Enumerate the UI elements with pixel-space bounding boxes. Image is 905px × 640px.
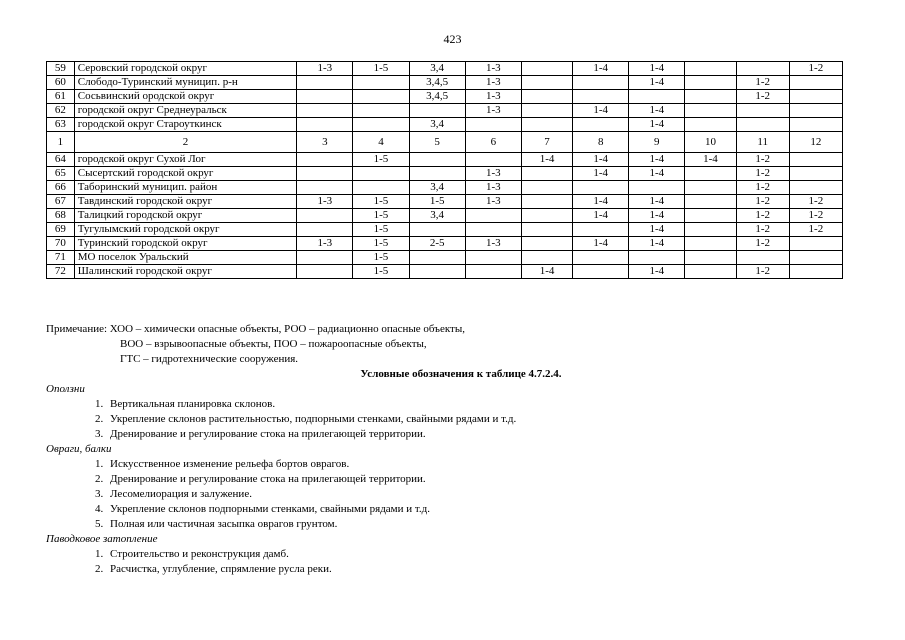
measure-cell: 1-2 bbox=[736, 167, 789, 181]
measure-cell: 1-4 bbox=[629, 265, 685, 279]
legend-item: 2. Дренирование и регулирование стока на прилегающей территории. bbox=[106, 472, 866, 487]
measure-cell bbox=[736, 104, 789, 118]
measure-cell: 1-5 bbox=[353, 195, 409, 209]
measure-cell bbox=[573, 251, 629, 265]
measure-cell: 1-2 bbox=[736, 181, 789, 195]
measure-cell: 1-4 bbox=[521, 265, 572, 279]
district-name-cell: Талицкий городской округ bbox=[74, 209, 297, 223]
measure-cell: 1-4 bbox=[685, 153, 736, 167]
measure-cell: 1-3 bbox=[465, 167, 521, 181]
measure-cell bbox=[629, 181, 685, 195]
legend-category-title: Овраги, балки bbox=[46, 443, 112, 455]
measure-cell bbox=[297, 223, 353, 237]
note-line-2: ВОО – взрывоопасные объекты, ПОО – пожароопасные объекты, bbox=[120, 338, 427, 350]
measure-cell bbox=[573, 76, 629, 90]
measure-cell bbox=[521, 181, 572, 195]
page-number: 423 bbox=[443, 32, 462, 46]
measure-cell: 1-4 bbox=[573, 62, 629, 76]
table-row bbox=[47, 237, 843, 251]
row-number-cell: 63 bbox=[47, 118, 75, 132]
measure-cell bbox=[353, 104, 409, 118]
measure-cell: 1-4 bbox=[629, 237, 685, 251]
measure-cell: 1-2 bbox=[736, 237, 789, 251]
measure-cell bbox=[409, 265, 465, 279]
measure-cell bbox=[521, 90, 572, 104]
measure-cell bbox=[789, 153, 842, 167]
measure-cell bbox=[736, 251, 789, 265]
measure-cell bbox=[353, 76, 409, 90]
measure-cell: 1-5 bbox=[353, 237, 409, 251]
measure-cell bbox=[573, 223, 629, 237]
note-line-1: Примечание: ХОО – химически опасные объекты, РОО – радиационно опасные объекты, bbox=[46, 323, 465, 335]
legend-category-title: Оползни bbox=[46, 383, 85, 395]
measure-cell bbox=[521, 62, 572, 76]
measure-cell: 1-2 bbox=[736, 195, 789, 209]
column-number-cell: 1 bbox=[47, 132, 75, 153]
legend-item-list bbox=[46, 457, 866, 532]
column-number-cell: 5 bbox=[409, 132, 465, 153]
measure-cell bbox=[297, 90, 353, 104]
measure-cell: 1-4 bbox=[629, 62, 685, 76]
measure-cell bbox=[789, 251, 842, 265]
column-number-cell: 6 bbox=[465, 132, 521, 153]
measure-cell bbox=[521, 76, 572, 90]
legend-item-list bbox=[46, 397, 866, 442]
measure-cell: 1-3 bbox=[465, 181, 521, 195]
legend-item: 1. Строительство и реконструкция дамб. bbox=[106, 547, 866, 562]
measure-cell: 1-5 bbox=[353, 223, 409, 237]
measure-cell: 1-3 bbox=[465, 90, 521, 104]
district-name-cell: городской округ Староуткинск bbox=[74, 118, 297, 132]
measure-cell bbox=[521, 118, 572, 132]
measure-cell bbox=[789, 181, 842, 195]
column-number-cell: 10 bbox=[685, 132, 736, 153]
row-number-cell: 72 bbox=[47, 265, 75, 279]
measure-cell: 2-5 bbox=[409, 237, 465, 251]
measure-cell: 1-4 bbox=[573, 195, 629, 209]
measure-cell: 1-2 bbox=[736, 76, 789, 90]
measure-cell bbox=[573, 118, 629, 132]
district-name-cell: Тавдинский городской округ bbox=[74, 195, 297, 209]
measure-cell: 3,4 bbox=[409, 181, 465, 195]
table-row bbox=[47, 265, 843, 279]
measure-cell bbox=[685, 118, 736, 132]
measure-cell bbox=[353, 118, 409, 132]
measure-cell bbox=[521, 223, 572, 237]
table-row bbox=[47, 76, 843, 90]
measure-cell bbox=[297, 209, 353, 223]
table-row bbox=[47, 153, 843, 167]
measure-cell: 1-4 bbox=[629, 209, 685, 223]
measure-cell bbox=[789, 265, 842, 279]
measure-cell: 1-2 bbox=[736, 153, 789, 167]
row-number-cell: 64 bbox=[47, 153, 75, 167]
row-number-cell: 65 bbox=[47, 167, 75, 181]
row-number-cell: 62 bbox=[47, 104, 75, 118]
measure-cell bbox=[685, 62, 736, 76]
measure-cell bbox=[521, 237, 572, 251]
measure-cell bbox=[297, 167, 353, 181]
district-name-cell: Тугулымский городской округ bbox=[74, 223, 297, 237]
measure-cell: 1-2 bbox=[736, 265, 789, 279]
measure-cell bbox=[409, 223, 465, 237]
legend-item: 2. Расчистка, углубление, спрямление русла реки. bbox=[106, 562, 866, 577]
measure-cell: 3,4,5 bbox=[409, 90, 465, 104]
column-number-cell: 4 bbox=[353, 132, 409, 153]
measure-cell: 1-3 bbox=[465, 195, 521, 209]
measure-cell: 1-4 bbox=[573, 167, 629, 181]
measures-table bbox=[46, 61, 843, 279]
measure-cell: 1-5 bbox=[409, 195, 465, 209]
measure-cell: 1-2 bbox=[789, 223, 842, 237]
district-name-cell: Сысертский городской округ bbox=[74, 167, 297, 181]
table-row bbox=[47, 167, 843, 181]
measure-cell bbox=[685, 167, 736, 181]
column-number-cell: 8 bbox=[573, 132, 629, 153]
table-row bbox=[47, 181, 843, 195]
table-row bbox=[47, 62, 843, 76]
measure-cell bbox=[465, 251, 521, 265]
measure-cell bbox=[736, 62, 789, 76]
measure-cell bbox=[685, 181, 736, 195]
measure-cell bbox=[409, 167, 465, 181]
measure-cell bbox=[685, 76, 736, 90]
measure-cell: 1-3 bbox=[297, 195, 353, 209]
measure-cell: 1-2 bbox=[789, 209, 842, 223]
table-row bbox=[47, 104, 843, 118]
measure-cell bbox=[353, 181, 409, 195]
measure-cell bbox=[685, 223, 736, 237]
measure-cell: 1-3 bbox=[297, 237, 353, 251]
table-row bbox=[47, 90, 843, 104]
measure-cell bbox=[685, 251, 736, 265]
measure-cell bbox=[521, 195, 572, 209]
measure-cell bbox=[521, 104, 572, 118]
column-number-cell: 2 bbox=[74, 132, 297, 153]
measure-cell: 1-2 bbox=[789, 195, 842, 209]
measure-cell: 3,4,5 bbox=[409, 76, 465, 90]
measure-cell: 1-4 bbox=[573, 237, 629, 251]
measure-cell: 1-3 bbox=[465, 62, 521, 76]
measure-cell bbox=[465, 153, 521, 167]
measure-cell bbox=[521, 251, 572, 265]
measure-cell: 1-2 bbox=[736, 223, 789, 237]
measure-cell: 1-3 bbox=[297, 62, 353, 76]
measure-cell bbox=[789, 237, 842, 251]
measure-cell bbox=[353, 90, 409, 104]
measure-cell bbox=[297, 153, 353, 167]
district-name-cell: Таборинский муницип. район bbox=[74, 181, 297, 195]
table-row bbox=[47, 209, 843, 223]
measure-cell bbox=[789, 167, 842, 181]
measure-cell: 1-5 bbox=[353, 265, 409, 279]
table-row bbox=[47, 118, 843, 132]
district-name-cell: Шалинский городской округ bbox=[74, 265, 297, 279]
row-number-cell: 59 bbox=[47, 62, 75, 76]
measure-cell: 1-4 bbox=[629, 223, 685, 237]
district-name-cell: городской округ Среднеуральск bbox=[74, 104, 297, 118]
legend-item: 4. Укрепление склонов подпорными стенками, свайными рядами и т.д. bbox=[106, 502, 866, 517]
measure-cell: 1-4 bbox=[629, 153, 685, 167]
legend-item: 1. Вертикальная планировка склонов. bbox=[106, 397, 866, 412]
measure-cell: 1-4 bbox=[629, 118, 685, 132]
measure-cell bbox=[629, 90, 685, 104]
measure-cell: 3,4 bbox=[409, 209, 465, 223]
row-number-cell: 68 bbox=[47, 209, 75, 223]
measure-cell bbox=[789, 118, 842, 132]
measure-cell bbox=[521, 209, 572, 223]
measure-cell: 1-4 bbox=[521, 153, 572, 167]
measure-cell: 1-5 bbox=[353, 153, 409, 167]
measure-cell bbox=[297, 76, 353, 90]
measure-cell bbox=[297, 251, 353, 265]
legend-categories bbox=[46, 382, 866, 577]
measure-cell: 1-3 bbox=[465, 76, 521, 90]
measure-cell: 1-5 bbox=[353, 251, 409, 265]
table-row bbox=[47, 251, 843, 265]
legend-item: 5. Полная или частичная засыпка оврагов грунтом. bbox=[106, 517, 866, 532]
legend-category-title: Паводковое затопление bbox=[46, 533, 158, 545]
legend-item: 2. Укрепление склонов растительностью, подпорными стенками, свайными рядами и т.д. bbox=[106, 412, 866, 427]
measure-cell bbox=[685, 104, 736, 118]
measure-cell: 1-5 bbox=[353, 209, 409, 223]
district-name-cell: Сосьвинский ородской округ bbox=[74, 90, 297, 104]
measure-cell: 1-4 bbox=[629, 76, 685, 90]
column-number-cell: 3 bbox=[297, 132, 353, 153]
row-number-cell: 61 bbox=[47, 90, 75, 104]
measure-cell bbox=[789, 90, 842, 104]
measure-cell: 1-4 bbox=[629, 104, 685, 118]
measure-cell: 1-4 bbox=[629, 167, 685, 181]
measure-cell: 3,4 bbox=[409, 118, 465, 132]
measure-cell bbox=[465, 209, 521, 223]
row-number-cell: 66 bbox=[47, 181, 75, 195]
measure-cell bbox=[789, 104, 842, 118]
measure-cell bbox=[297, 118, 353, 132]
notes-section bbox=[46, 322, 866, 577]
measure-cell: 3,4 bbox=[409, 62, 465, 76]
measure-cell bbox=[685, 237, 736, 251]
district-name-cell: Слободо-Туринский муницип. р-н bbox=[74, 76, 297, 90]
measure-cell: 1-2 bbox=[736, 90, 789, 104]
measure-cell bbox=[789, 76, 842, 90]
district-name-cell: Серовский городской округ bbox=[74, 62, 297, 76]
district-name-cell: городской округ Сухой Лог bbox=[74, 153, 297, 167]
measure-cell bbox=[297, 181, 353, 195]
legend-item: 1. Искусственное изменение рельефа бортов оврагов. bbox=[106, 457, 866, 472]
measure-cell bbox=[573, 90, 629, 104]
measure-cell bbox=[685, 90, 736, 104]
measure-cell: 1-2 bbox=[736, 209, 789, 223]
row-number-cell: 60 bbox=[47, 76, 75, 90]
district-name-cell: МО поселок Уральский bbox=[74, 251, 297, 265]
measure-cell: 1-4 bbox=[573, 209, 629, 223]
legend-item: 3. Лесомелиорация и залужение. bbox=[106, 487, 866, 502]
measure-cell bbox=[465, 265, 521, 279]
measure-cell: 1-4 bbox=[573, 104, 629, 118]
measure-cell bbox=[736, 118, 789, 132]
measure-cell: 1-5 bbox=[353, 62, 409, 76]
measure-cell: 1-3 bbox=[465, 237, 521, 251]
legend-title: Условные обозначения к таблице 4.7.2.4. bbox=[360, 368, 562, 380]
legend-item: 3. Дренирование и регулирование стока на прилегающей территории. bbox=[106, 427, 866, 442]
district-name-cell: Туринский городской округ bbox=[74, 237, 297, 251]
row-number-cell: 69 bbox=[47, 223, 75, 237]
measure-cell: 1-4 bbox=[573, 153, 629, 167]
measure-cell bbox=[409, 251, 465, 265]
measure-cell bbox=[297, 265, 353, 279]
measure-cell bbox=[353, 167, 409, 181]
table-row bbox=[47, 195, 843, 209]
measure-cell bbox=[685, 265, 736, 279]
column-number-row bbox=[47, 132, 843, 153]
table-row bbox=[47, 223, 843, 237]
row-number-cell: 71 bbox=[47, 251, 75, 265]
measure-cell bbox=[685, 195, 736, 209]
measure-cell: 1-4 bbox=[629, 195, 685, 209]
measure-cell bbox=[409, 153, 465, 167]
measure-cell: 1-2 bbox=[789, 62, 842, 76]
column-number-cell: 7 bbox=[521, 132, 572, 153]
column-number-cell: 12 bbox=[789, 132, 842, 153]
measure-cell bbox=[521, 167, 572, 181]
measure-cell bbox=[629, 251, 685, 265]
column-number-cell: 9 bbox=[629, 132, 685, 153]
measure-cell bbox=[297, 104, 353, 118]
measure-cell bbox=[573, 181, 629, 195]
measure-cell bbox=[685, 209, 736, 223]
note-line-3: ГТС – гидротехнические сооружения. bbox=[120, 353, 299, 365]
measure-cell bbox=[465, 118, 521, 132]
legend-item-list bbox=[46, 547, 866, 577]
measure-cell bbox=[573, 265, 629, 279]
measure-cell: 1-3 bbox=[465, 104, 521, 118]
column-number-cell: 11 bbox=[736, 132, 789, 153]
measure-cell bbox=[409, 104, 465, 118]
measure-cell bbox=[465, 223, 521, 237]
row-number-cell: 67 bbox=[47, 195, 75, 209]
row-number-cell: 70 bbox=[47, 237, 75, 251]
